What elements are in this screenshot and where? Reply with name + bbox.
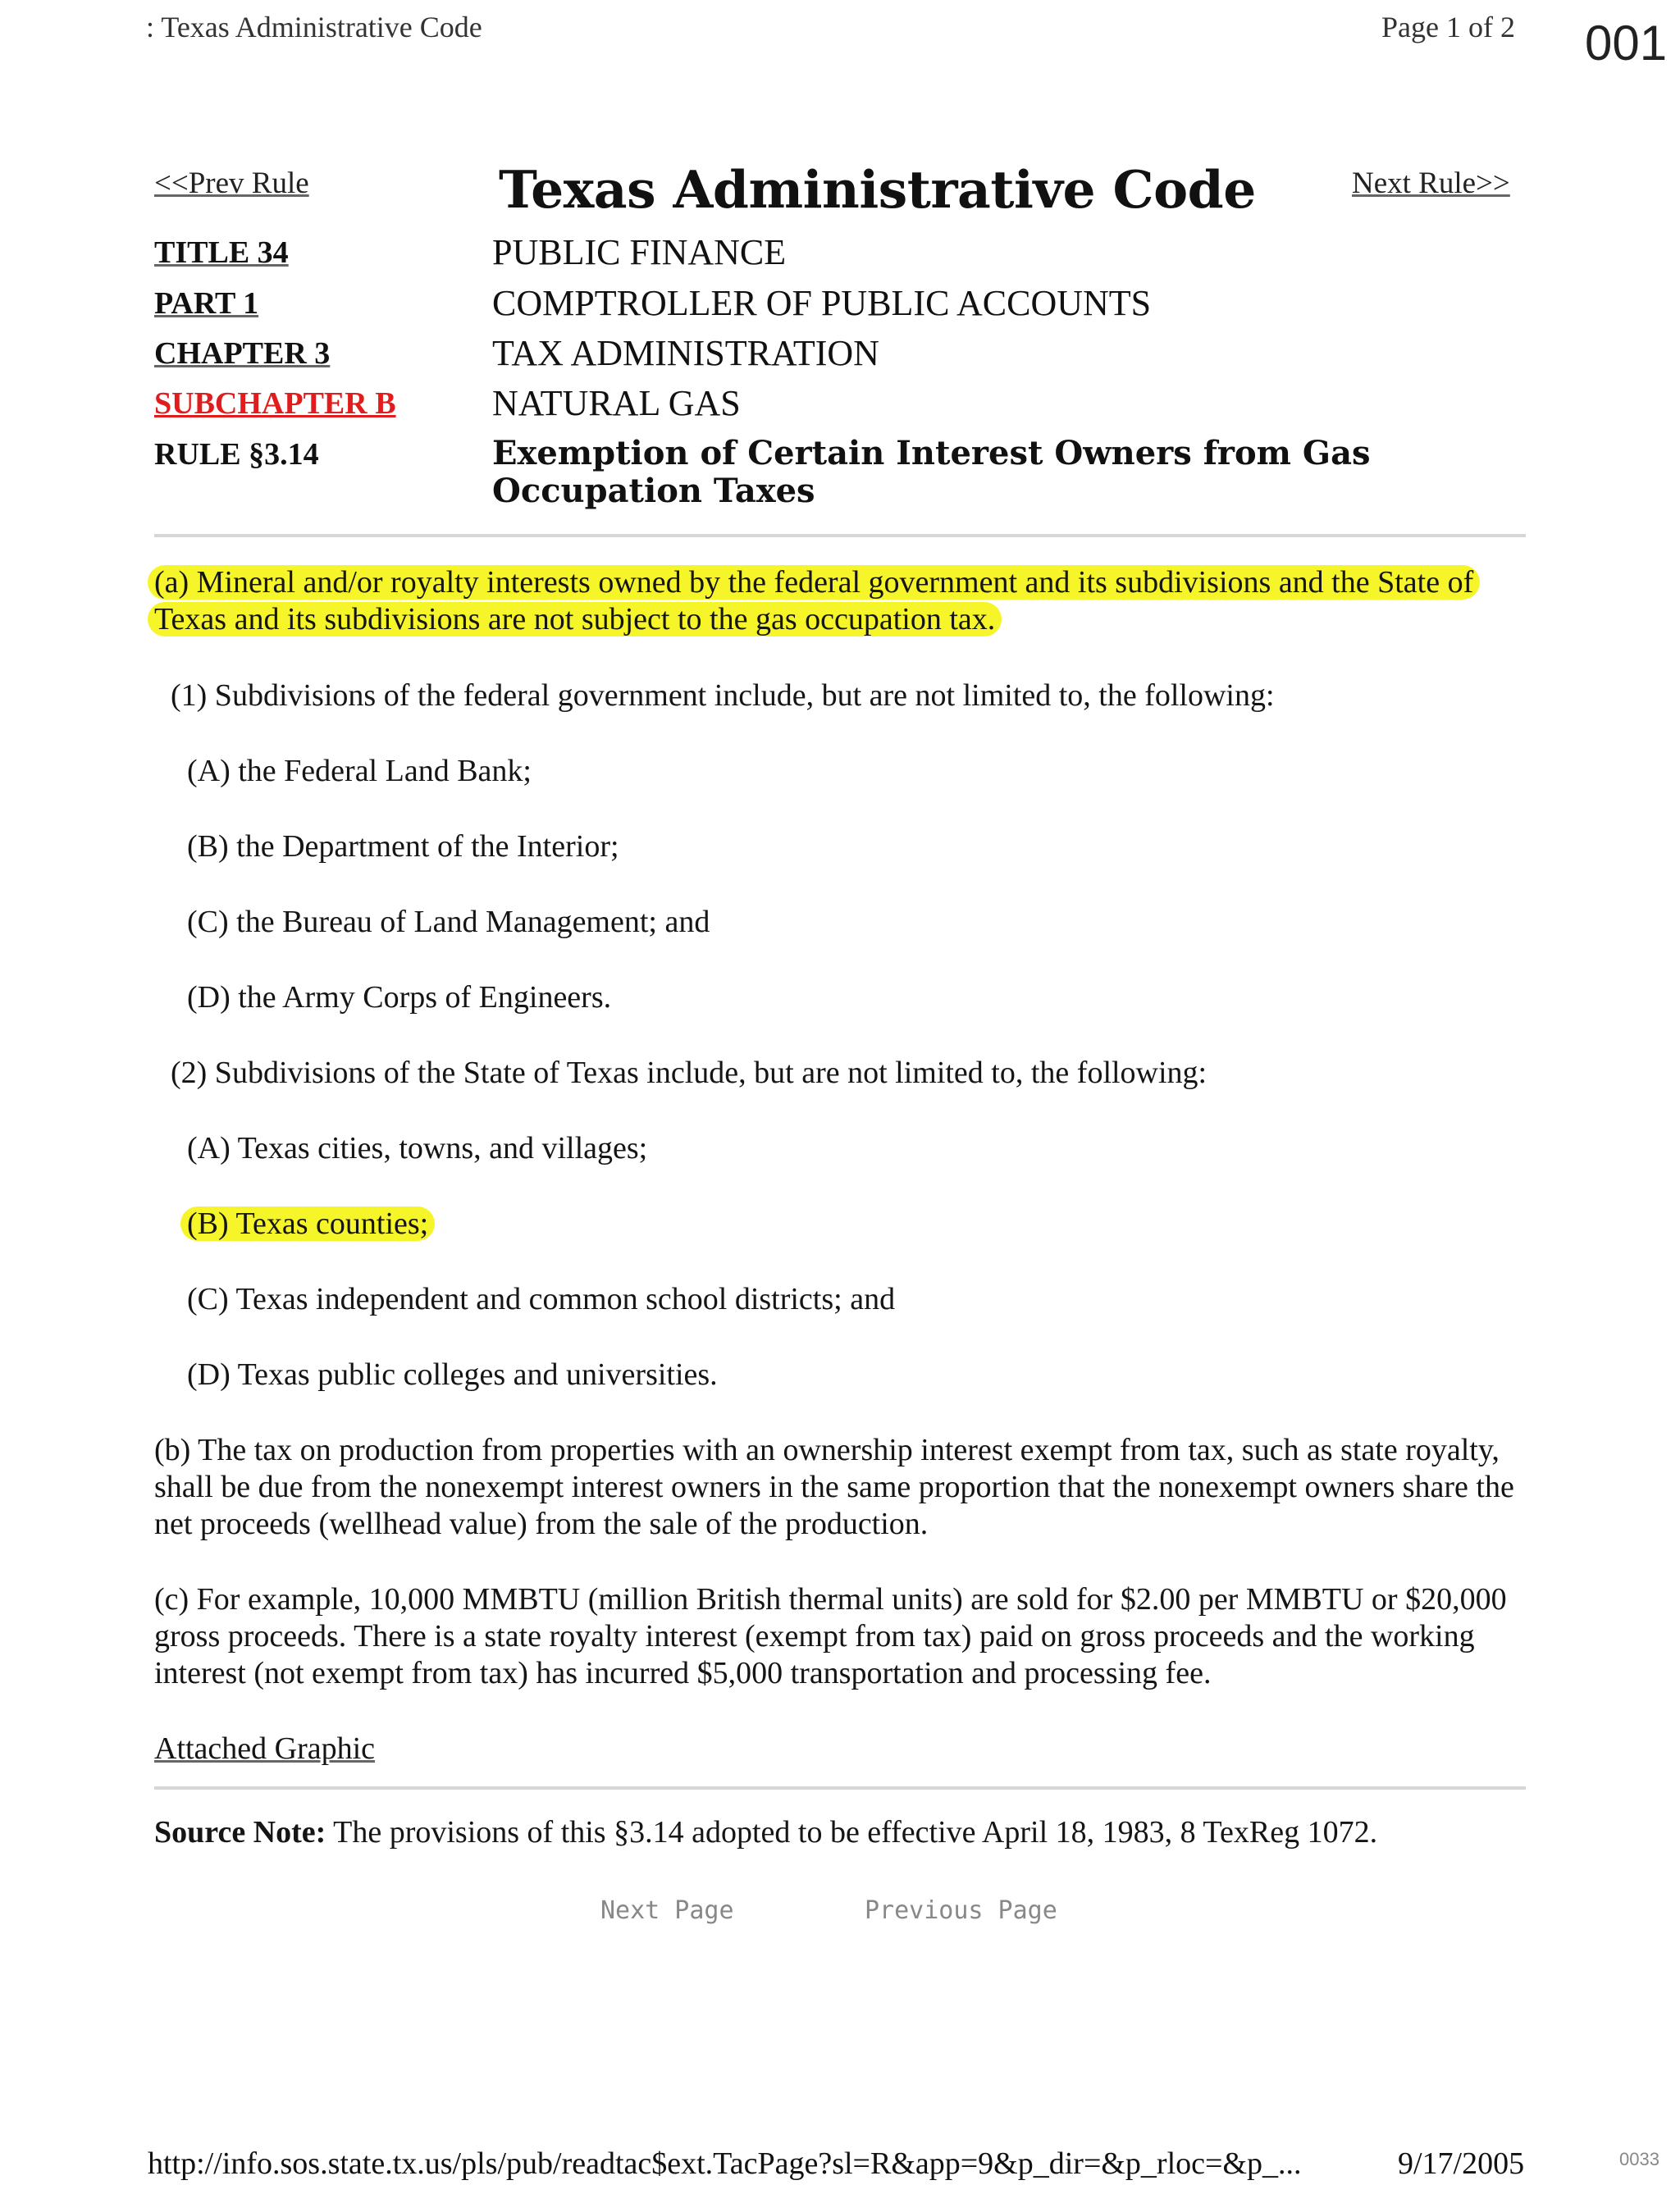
part-value: COMPTROLLER OF PUBLIC ACCOUNTS [492,283,1152,323]
highlighted-text: (a) Mineral and/or royalty interests owned by the federal government and its subdivisions and the State of Texas and its subdivisions are not subject to the gas occupation tax. [148,565,1480,636]
list-item [180,1206,435,1243]
attached-graphic-link[interactable]: Attached Graphic [154,1731,376,1766]
list-item: (C) the Bureau of Land Management; and [187,905,710,939]
document-stamp: 001 [1585,16,1668,71]
divider [154,534,1526,537]
chapter-link[interactable]: CHAPTER 3 [154,336,331,371]
source-note [154,1814,1549,1851]
rule-label: RULE §3.14 [154,437,319,472]
source-note-label: Source Note: [154,1815,326,1850]
part-link[interactable]: PART 1 [154,286,259,321]
list-item: (C) Texas independent and common school districts; and [187,1282,896,1316]
list-item: (D) the Army Corps of Engineers. [187,980,612,1015]
list-item: (B) the Department of the Interior; [187,829,619,864]
list-item: (2) Subdivisions of the State of Texas include, but are not limited to, the following: [171,1056,1208,1090]
paragraph-b: (b) The tax on production from properties with an ownership interest exempt from tax, such as state royalty, shall be due from the nonexempt interest owners in the same proportion that the nonexempt owners share the net proceeds (wellhead value) from the sale of the production. [154,1433,1514,1541]
footer-date: 9/17/2005 [1398,2146,1525,2181]
list-item: (A) the Federal Land Bank; [187,754,532,788]
highlighted-text: (B) Texas counties; [180,1206,435,1241]
list-item: (A) Texas cities, towns, and villages; [187,1131,648,1165]
subchapter-link[interactable]: SUBCHAPTER B [154,386,396,421]
page-number: 0033 [1619,2149,1659,2169]
list-item: (D) Texas public colleges and universities. [187,1357,718,1392]
title-link[interactable]: TITLE 34 [154,235,289,270]
footer-url: http://info.sos.state.tx.us/pls/pub/readtac$ext.TacPage?sl=R&app=9&p_dir=&p_rloc=&p_... [148,2146,1302,2181]
prev-rule-link[interactable]: <<Prev Rule [154,166,309,200]
divider [154,1786,1526,1790]
next-page-link[interactable]: Next Page [600,1896,734,1925]
page-indicator: Page 1 of 2 [1381,11,1515,43]
rule-title: Exemption of Certain Interest Owners from Gas Occupation Taxes [492,434,1371,510]
paragraph-c: (c) For example, 10,000 MMBTU (million British thermal units) are sold for $2.00 per MMBTU or $20,000 gross proceeds. There is a state royalty interest (exempt from tax) paid on gross proceeds and the working interest (not exempt from tax) has incurred $5,000 transportation and processing fee. [154,1582,1507,1690]
source-note-text: The provisions of this §3.14 adopted to be effective April 18, 1983, 8 TexReg 1072. [326,1815,1378,1850]
page-title: Texas Administrative Code [499,159,1256,220]
paragraph-a [148,564,1542,638]
print-header-title: : Texas Administrative Code [146,11,482,43]
subchapter-value: NATURAL GAS [492,383,741,423]
list-item: (1) Subdivisions of the federal government include, but are not limited to, the following: [171,678,1275,713]
previous-page-link[interactable]: Previous Page [865,1896,1057,1925]
chapter-value: TAX ADMINISTRATION [492,333,879,373]
title-value: PUBLIC FINANCE [492,232,787,272]
next-rule-link[interactable]: Next Rule>> [1352,166,1510,200]
